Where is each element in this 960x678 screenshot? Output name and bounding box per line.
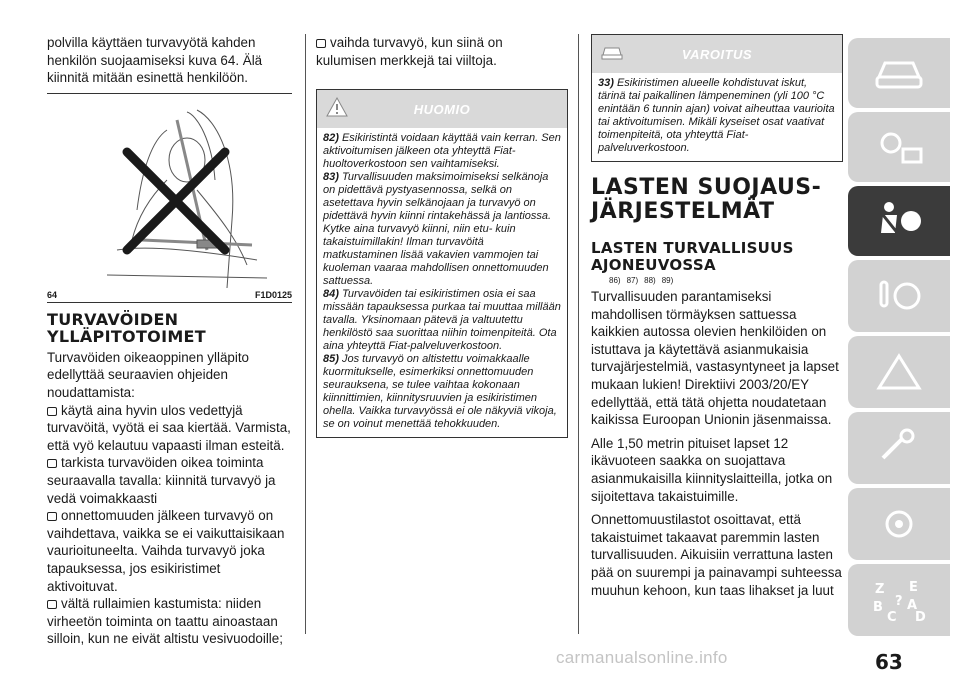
column-right xyxy=(591,34,843,599)
attention-box xyxy=(316,89,568,438)
figure-code: F1D0125 xyxy=(254,289,292,300)
column-left xyxy=(47,34,292,648)
chapter-sidebar xyxy=(848,38,950,640)
warning-box xyxy=(591,34,843,162)
attention-box-body xyxy=(317,128,567,437)
svg-text:C: C xyxy=(887,610,897,623)
body-paragraph: Turvavöiden oikeaoppinen ylläpito edellyttää seuraavien ohjeiden noudattamista: xyxy=(47,349,249,400)
checkbox-bullet-icon xyxy=(47,600,57,609)
tab-warning-lights[interactable] xyxy=(848,112,950,182)
alphabet-index-icon xyxy=(869,577,929,623)
section-heading: LASTEN SUOJAUS-JÄRJESTELMÄT xyxy=(591,175,822,224)
svg-text:Z: Z xyxy=(875,582,885,597)
tab-maintenance[interactable] xyxy=(848,412,950,484)
column-separator xyxy=(578,34,579,634)
technical-data-icon xyxy=(873,504,925,544)
reference: 89) xyxy=(661,276,674,285)
note-83: 83) Turvallisuuden maksimoimiseksi selkänoja on pidettävä pystyasennossa, selkä on asetettava hyvin selkänojaan ja turvavyö on pidettävä hyvin kiinni rintakehässä ja lantiossa. Kytke aina turvavyö kiinni, niin etu- kuin takaistuimillakin! Ilman turvavöitä matkustaminen lisää vakavien vammojen tai kuoleman vaaraa mahdollisen onnettomuuden sattuessa. xyxy=(323,171,552,288)
figure-number: 64 xyxy=(47,289,58,300)
tab-technical-data[interactable] xyxy=(848,488,950,560)
body-paragraph: Onnettomuustilastot osoittavat, että takaistuimet takaavat paremmin lasten turvallisuuden. Aikuisiin verrattuna lasten pää on suurempi ja painavampi suhteessa muuhun kehoon, kun taas lihakset ja luut xyxy=(591,512,842,598)
svg-text:?: ? xyxy=(895,594,903,609)
svg-text:A: A xyxy=(907,598,918,613)
svg-text:D: D xyxy=(915,610,926,623)
warning-triangle-icon xyxy=(873,352,925,392)
car-warning-icon xyxy=(592,43,632,66)
figure-caption xyxy=(47,290,292,300)
tab-emergency[interactable] xyxy=(848,336,950,408)
figure-64 xyxy=(47,100,292,288)
svg-text:B: B xyxy=(873,600,883,615)
note-references xyxy=(609,276,843,285)
note-33: 33) Esikiristimen alueelle kohdistuvat iskut, tärinä tai paikallinen lämpeneminen (yli 100 °C enintään 6 tunnin ajan) voivat aiheuttaa vaurioita tai aktivoitumisen. Mikäli kyseiset osat vaativat toimenpiteitä, ota yhteyttä Fiat-palveluverkostoon. xyxy=(598,77,835,154)
warning-lights-icon xyxy=(873,127,925,167)
body-paragraph: Turvallisuuden parantamiseksi mahdollisen törmäyksen sattuessa kaikkien autossa olevien henkilöiden on istuttava ja käytettävä asianmukaisia turvajärjestelmiä, vastasyntyneet ja lapset mukaan lukien! Direktiivi 2003/20/EY edellyttää, että tätä ohjetta noudatetaan kaikissa Euroopan Unionin jäsenmaissa. xyxy=(591,289,839,428)
wrench-car-icon xyxy=(873,428,925,468)
body-paragraph: Alle 1,50 metrin pituiset lapset 12 ikävuoteen saakka on suojattava asianmukaisilla kiinnityslaitteilla, jotka on sijoitettava takaistuimille. xyxy=(591,435,833,504)
divider xyxy=(47,302,292,303)
bullet-item: vältä rullaimien kastumista: niiden virheetön toiminta on taattu ainoastaan silloin, kun ne eivät altistu vesivuodoille; xyxy=(47,596,283,647)
reference: 88) xyxy=(644,276,656,285)
car-info-icon xyxy=(873,53,925,93)
subsection-heading: LASTEN TURVALLISUUS AJONEUVOSSA xyxy=(591,239,794,274)
attention-box-title: HUOMIO xyxy=(413,101,471,117)
section-heading: TURVAVÖIDEN YLLÄPITOTOIMET xyxy=(47,309,206,346)
checkbox-bullet-icon xyxy=(47,459,57,468)
column-separator xyxy=(305,34,306,634)
reference: 86) xyxy=(609,276,621,285)
child-on-lap-illustration xyxy=(47,100,292,288)
warning-box-header xyxy=(592,35,842,73)
column-middle xyxy=(316,34,566,438)
warning-triangle-icon xyxy=(317,97,357,122)
tab-starting-driving[interactable] xyxy=(848,260,950,332)
key-steering-icon xyxy=(873,276,925,316)
tab-index[interactable] xyxy=(848,564,950,636)
divider xyxy=(47,93,292,94)
tab-car-info[interactable] xyxy=(848,38,950,108)
svg-text:E: E xyxy=(909,580,918,595)
intro-paragraph: polvilla käyttäen turvavyötä kahden henkilön suojaamiseksi kuva 64. Älä kiinnitä mitään esinettä henkilöön. xyxy=(47,35,263,86)
bullet-item: vaihda turvavyö, kun siinä on kulumisen merkkejä tai viiltoja. xyxy=(316,35,503,68)
reference: 87) xyxy=(626,276,639,285)
seatbelt-airbag-icon xyxy=(873,199,925,243)
checkbox-bullet-icon xyxy=(47,512,57,521)
note-85: 85) Jos turvavyö on altistettu voimakkaalle kuormitukselle, esimerkiksi onnettomuuden seurauksena, se tulee vaihtaa kokonaan kiinnittimien, kiinnitysruuvien ja esikiristimen ohella. Vaikka turvavyössä ei ole näkyviä vikoja, se on voinut menettää tehokkuuden. xyxy=(323,353,557,431)
checkbox-bullet-icon xyxy=(47,407,57,416)
note-82: 82) Esikiristintä voidaan käyttää vain kerran. Sen aktivoitumisen jälkeen ota yhteyttä Fiat-huoltoverkostoon sen vaihtamiseksi. xyxy=(323,132,561,171)
watermark: carmanualsonline.info xyxy=(556,648,728,667)
page-number: 63 xyxy=(875,650,903,674)
bullet-item: tarkista turvavöiden oikea toiminta seuraavalla tavalla: kiinnitä turvavyö ja vedä voimakkaasti xyxy=(47,455,276,506)
bullet-item: käytä aina hyvin ulos vedettyjä turvavöitä, vyötä ei saa kiertää. Varmista, että vyö kelautuu vapaasti ilman esteitä. xyxy=(47,402,291,453)
checkbox-bullet-icon xyxy=(316,39,326,48)
attention-box-header xyxy=(317,90,567,128)
warning-box-body xyxy=(592,73,842,161)
note-84: 84) Turvavöiden tai esikiristimen osia ei saa missään tapauksessa purkaa tai muuttaa millään tavalla. Yksinomaan pätevä ja valtuutettu henkilöstö saa suorittaa niihin toimenpiteitä. Ota aina yhteyttä Fiat-palveluverkostoon. xyxy=(323,288,561,353)
tab-safety[interactable] xyxy=(848,186,950,256)
warning-box-title: VAROITUS xyxy=(681,46,753,62)
bullet-item: onnettomuuden jälkeen turvavyö on vaihdettava, vaikka se ei vaikuttaisikaan vaurioituneelta. Vaihda turvavyö joka tapauksessa, jos esikiristimet aktivoituvat. xyxy=(47,508,285,594)
